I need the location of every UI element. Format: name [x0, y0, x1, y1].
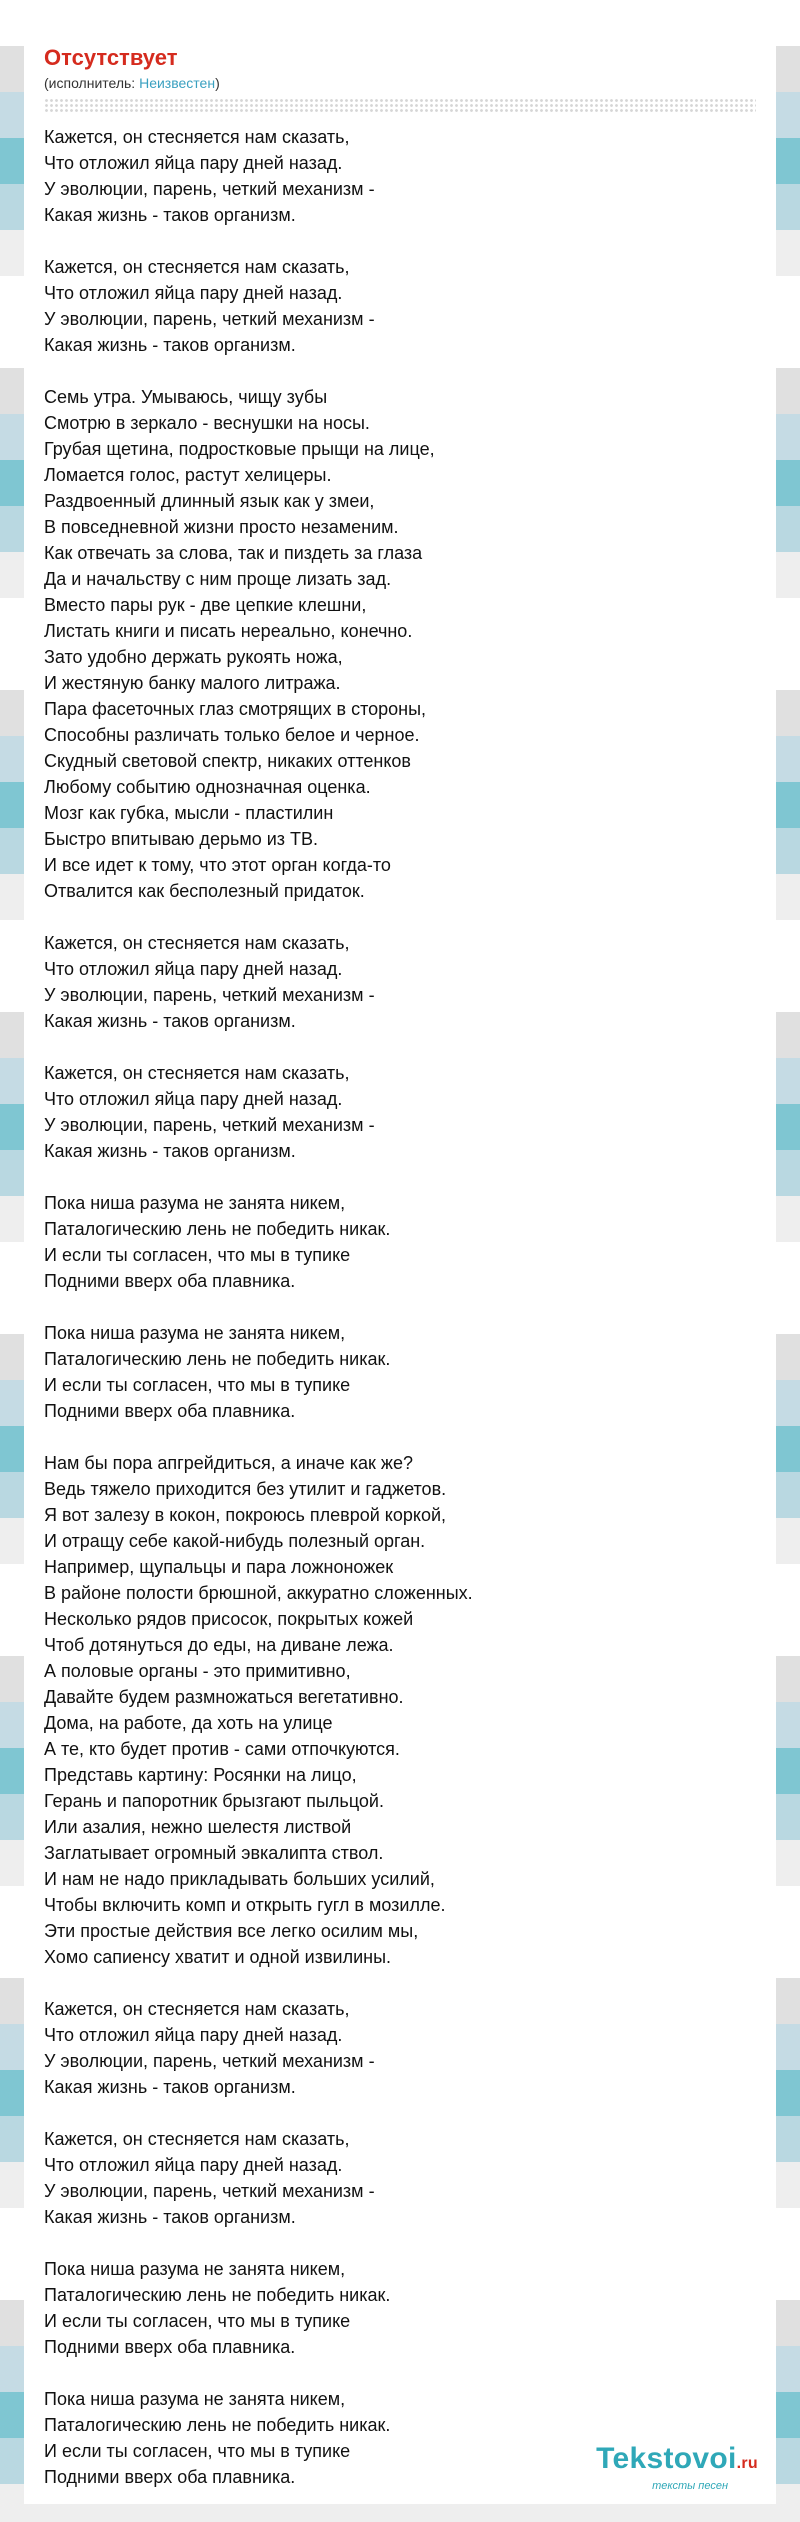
lyric-line: И нам не надо прикладывать больших усилий, [44, 1869, 435, 1889]
lyric-line: Или азалия, нежно шелестя листвой [44, 1817, 352, 1837]
lyric-line: Я вот залезу в кокон, покроюсь плеврой коркой, [44, 1505, 447, 1525]
lyrics-stanza [44, 384, 756, 904]
logo-text: Tekstovoi [596, 2442, 737, 2475]
lyric-line: Пока ниша разума не занята никем, [44, 1323, 346, 1343]
lyric-line: Паталогическию лень не победить никак. [44, 1219, 391, 1239]
lyric-line: Смотрю в зеркало - веснушки на носы. [44, 413, 370, 433]
logo-suffix: .ru [736, 2455, 758, 2472]
lyric-line: Хомо сапиенсу хватит и одной извилины. [44, 1947, 392, 1967]
lyric-line: Кажется, он стесняется нам сказать, [44, 933, 350, 953]
lyric-line: У эволюции, парень, четкий механизм - [44, 179, 375, 199]
lyric-line: Любому событию однозначная оценка. [44, 777, 371, 797]
lyrics-body [44, 124, 756, 2490]
lyric-line: Кажется, он стесняется нам сказать, [44, 2129, 350, 2149]
lyric-line: Быстро впитываю дерьмо из ТВ. [44, 829, 319, 849]
lyric-line: В повседневной жизни просто незаменим. [44, 517, 399, 537]
lyric-line: Кажется, он стесняется нам сказать, [44, 127, 350, 147]
title-divider [44, 98, 756, 112]
lyric-line: Какая жизнь - таков организм. [44, 335, 296, 355]
lyrics-stanza [44, 254, 756, 358]
lyric-line: И все идет к тому, что этот орган когда-то [44, 855, 391, 875]
lyric-line: Дома, на работе, да хоть на улице [44, 1713, 333, 1733]
site-logo[interactable] [596, 2444, 758, 2492]
lyric-line: У эволюции, парень, четкий механизм - [44, 309, 375, 329]
lyric-line: Нам бы пора апгрейдиться, а иначе как же? [44, 1453, 413, 1473]
lyric-line: Какая жизнь - таков организм. [44, 2077, 296, 2097]
lyric-line: Чтоб дотянуться до еды, на диване лежа. [44, 1635, 394, 1655]
lyric-line: Мозг как губка, мысли - пластилин [44, 803, 334, 823]
lyric-line: Паталогическию лень не победить никак. [44, 2415, 391, 2435]
lyric-line: Заглатывает огромный эвкалипта ствол. [44, 1843, 384, 1863]
lyric-line: Кажется, он стесняется нам сказать, [44, 1999, 350, 2019]
lyrics-stanza [44, 2256, 756, 2360]
lyric-line: И жестяную банку малого литража. [44, 673, 341, 693]
logo-wordmark [596, 2444, 758, 2479]
lyric-line: В районе полости брюшной, аккуратно сложенных. [44, 1583, 473, 1603]
lyric-line: Отвалится как бесполезный придаток. [44, 881, 365, 901]
artist-suffix: ) [215, 75, 220, 91]
artist-line [44, 74, 756, 92]
lyric-line: Паталогическию лень не победить никак. [44, 1349, 391, 1369]
lyric-line: Какая жизнь - таков организм. [44, 1011, 296, 1031]
lyric-line: Пока ниша разума не занята никем, [44, 1193, 346, 1213]
lyrics-stanza [44, 930, 756, 1034]
lyric-line: Пока ниша разума не занята никем, [44, 2259, 346, 2279]
lyric-line: Что отложил яйца пару дней назад. [44, 2155, 343, 2175]
lyric-line: У эволюции, парень, четкий механизм - [44, 985, 375, 1005]
lyric-line: А половые органы - это примитивно, [44, 1661, 351, 1681]
lyric-line: Кажется, он стесняется нам сказать, [44, 257, 350, 277]
lyric-line: А те, кто будет против - сами отпочкуются. [44, 1739, 400, 1759]
lyric-line: Как отвечать за слова, так и пиздеть за глаза [44, 543, 423, 563]
lyrics-stanza [44, 1450, 756, 1970]
lyric-line: Пока ниша разума не занята никем, [44, 2389, 346, 2409]
lyric-line: Раздвоенный длинный язык как у змеи, [44, 491, 375, 511]
lyric-line: Семь утра. Умываюсь, чищу зубы [44, 387, 328, 407]
lyric-line: Ломается голос, растут хелицеры. [44, 465, 332, 485]
artist-link[interactable]: Неизвестен [139, 75, 216, 91]
lyric-line: Что отложил яйца пару дней назад. [44, 1089, 343, 1109]
lyric-line: Кажется, он стесняется нам сказать, [44, 1063, 350, 1083]
lyric-line: Грубая щетина, подростковые прыщи на лице, [44, 439, 435, 459]
lyric-line: Какая жизнь - таков организм. [44, 1141, 296, 1161]
lyric-line: Что отложил яйца пару дней назад. [44, 959, 343, 979]
lyrics-card [24, 24, 776, 2504]
lyrics-stanza [44, 124, 756, 228]
lyric-line: Давайте будем размножаться вегетативно. [44, 1687, 404, 1707]
lyric-line: Способны различать только белое и черное. [44, 725, 420, 745]
lyrics-stanza [44, 1320, 756, 1424]
lyric-line: Герань и папоротник брызгают пыльцой. [44, 1791, 384, 1811]
lyric-line: Подними вверх оба плавника. [44, 1401, 296, 1421]
lyric-line: Представь картину: Росянки на лицо, [44, 1765, 357, 1785]
lyric-line: Пара фасеточных глаз смотрящих в стороны, [44, 699, 427, 719]
lyric-line: Листать книги и писать нереально, конечно. [44, 621, 413, 641]
lyric-line: Например, щупальцы и пара ложноножек [44, 1557, 394, 1577]
lyric-line: Какая жизнь - таков организм. [44, 205, 296, 225]
artist-prefix: (исполнитель: [44, 75, 140, 91]
lyric-line: Какая жизнь - таков организм. [44, 2207, 296, 2227]
lyric-line: Чтобы включить комп и открыть гугл в мозилле. [44, 1895, 446, 1915]
lyric-line: Паталогическию лень не победить никак. [44, 2285, 391, 2305]
lyric-line: Подними вверх оба плавника. [44, 1271, 296, 1291]
lyric-line: Да и начальству с ним проще лизать зад. [44, 569, 392, 589]
lyric-line: И отращу себе какой-нибудь полезный орган. [44, 1531, 426, 1551]
lyric-line: Что отложил яйца пару дней назад. [44, 283, 343, 303]
lyric-line: Подними вверх оба плавника. [44, 2467, 296, 2487]
lyric-line: Скудный световой спектр, никаких оттенков [44, 751, 411, 771]
lyric-line: Несколько рядов присосок, покрытых кожей [44, 1609, 414, 1629]
song-title: Отсутствует [44, 45, 178, 70]
lyric-line: И если ты согласен, что мы в тупике [44, 2311, 351, 2331]
lyric-line: У эволюции, парень, четкий механизм - [44, 1115, 375, 1135]
lyric-line: И если ты согласен, что мы в тупике [44, 1245, 351, 1265]
lyrics-stanza [44, 1996, 756, 2100]
lyric-line: У эволюции, парень, четкий механизм - [44, 2051, 375, 2071]
lyric-line: Ведь тяжело приходится без утилит и гаджетов. [44, 1479, 447, 1499]
logo-tagline: тексты песен [652, 2480, 728, 2492]
lyric-line: Эти простые действия все легко осилим мы, [44, 1921, 419, 1941]
lyrics-stanza [44, 2126, 756, 2230]
lyric-line: И если ты согласен, что мы в тупике [44, 1375, 351, 1395]
lyric-line: У эволюции, парень, четкий механизм - [44, 2181, 375, 2201]
lyric-line: И если ты согласен, что мы в тупике [44, 2441, 351, 2461]
lyrics-stanza [44, 1190, 756, 1294]
lyric-line: Зато удобно держать рукоять ножа, [44, 647, 343, 667]
lyric-line: Подними вверх оба плавника. [44, 2337, 296, 2357]
lyric-line: Что отложил яйца пару дней назад. [44, 153, 343, 173]
lyric-line: Вместо пары рук - две цепкие клешни, [44, 595, 367, 615]
lyric-line: Что отложил яйца пару дней назад. [44, 2025, 343, 2045]
lyrics-stanza [44, 1060, 756, 1164]
